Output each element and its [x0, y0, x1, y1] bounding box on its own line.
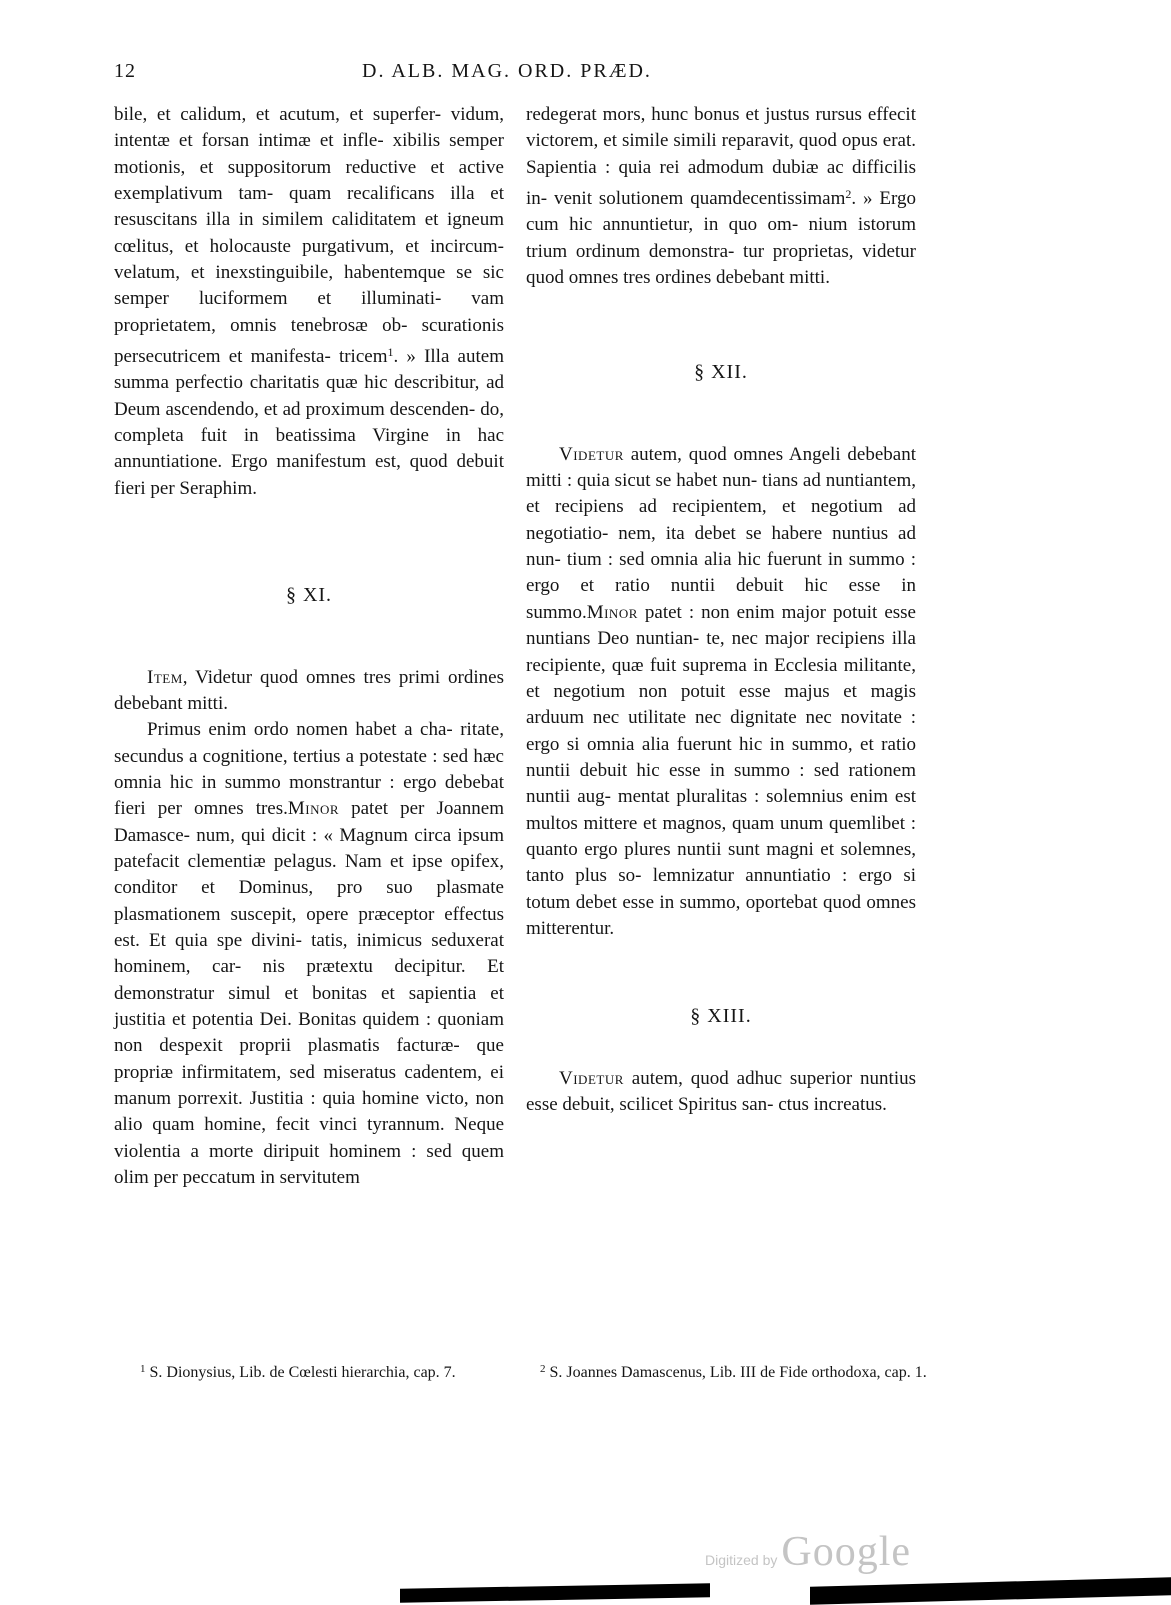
- right-column: [526, 102, 916, 1118]
- left-para1-end: . » Illa autem summa perfectio charitatis quæ hic describitur, ad Deum ascendendo, et ad proximum descenden- do, completa fuit in beatissima Virgine in hac annuntiatione. Ergo manifestum est, quod debuit fieri per Seraphim.: [114, 346, 504, 499]
- section-heading-xii: § XII.: [694, 361, 748, 384]
- footnote-right-text: S. Joannes Damascenus, Lib. III de Fide orthodoxa, cap. 1.: [549, 1364, 927, 1381]
- footnote-ref-2: 2: [845, 187, 852, 202]
- watermark-prefix: Digitized by: [705, 1552, 778, 1568]
- footnote-left: [140, 1358, 535, 1384]
- item-text: , Videtur quod omnes tres primi ordines debebant mitti.: [114, 666, 504, 714]
- minor-lead-right: Minor: [586, 601, 638, 623]
- footnote-left-mark: 1: [140, 1363, 146, 1375]
- right-para2-text: autem, quod omnes Angeli debebant mitti : quia sicut se habet nun- tians ad nuntiantem, et recipiens ad recipientem, et negotium ad negotiatio- nem, ita debet se habere nuntius ad nun- tium : sed omnia alia hic fuerunt in summo : ergo et ratio nuntii debuit hic esse in summo.: [526, 443, 916, 623]
- right-para2-rest: patet : non enim major potuit esse nuntians Deo nuntian- te, nec major recipiens illa recipiente, quæ fuit suprema in Ecclesia militante, et negotium non potuit esse majus et magis arduum nec utilitate nec dignitate nec novitate : ergo si omnia alia fuerunt hic in summo, et ratio nuntii debuit hic esse in summo : sed rationem nuntii aug- mentat pluralitas : solemnius enim est multos mittere et magnos, quam unum quemlibet : quanto ergo plures nuntii sunt magni et solemnes, tanto plus so- lemnizatur annuntiatio : ergo si totum debet esse in summo, oportebat quod omnes mitterentur.: [526, 601, 916, 939]
- page-number: 12: [114, 60, 136, 82]
- right-para1-text: redegerat mors, hunc bonus et justus rursus effecit victorem, et simile simili reparavit, quod opus erat. Sapientia : quia rei admodum dubiæ ac difficilis in- venit solutionem quamdecentissimam: [526, 104, 916, 210]
- videtur-lead-2: Videtur: [559, 1067, 624, 1089]
- left-column: [114, 102, 504, 1191]
- right-paragraph-1: [526, 102, 916, 291]
- videtur-lead-1: Videtur: [559, 443, 624, 465]
- scan-edge-shadow-right: [810, 1577, 1171, 1604]
- minor-lead-left: Minor: [287, 798, 340, 820]
- footnote-right-mark: 2: [540, 1363, 546, 1375]
- left-para3-rest: patet per Joannem Damasce- num, qui dicit : « Magnum circa ipsum patefacit clementiæ pelagus. Nam et ipse opifex, conditor et Dominus, pro suo plasmate plasmationem suscepit, opere præceptor effectus est. Et quia spe divini- tatis, inimicus seduxerat hominem, car- nis prætextu decipitur. Et demonstratur simul et bonitas et sapientia et justitia et potentia Dei. Bonitas quidem : quoniam non despexit proprii plasmatis facturæ- que propriæ infirmitatem, sed miseratus cadentem, ei manum porrexit. Justitia : quia homine victo, non alio quam homine, fecit vinci tyrannum. Neque violentia a morte diripuit hominem : sed quem olim per peccatum in servitutem: [114, 798, 504, 1189]
- left-paragraph-item: [114, 665, 504, 718]
- running-title: D. ALB. MAG. ORD. PRÆD.: [362, 60, 652, 82]
- section-heading-xi: § XI.: [285, 584, 333, 607]
- left-para3-text: Primus enim ordo nomen habet a cha- ritate, secundus a cognitione, tertius a potestate : sed hæc omnia hic in summo monstrantur : ergo debebat fieri per omnes tres.: [114, 719, 504, 820]
- left-paragraph-1: [114, 102, 504, 502]
- footnote-left-text: S. Dionysius, Lib. de Cœlesti hierarchia, cap. 7.: [149, 1364, 456, 1381]
- left-paragraph-primus: [114, 717, 504, 1191]
- google-logo: Google: [781, 1529, 912, 1575]
- right-paragraph-videtur-1: [526, 442, 916, 943]
- right-paragraph-videtur-2: [526, 1066, 916, 1119]
- footnote-right: [540, 1358, 935, 1384]
- footnote-ref-1: 1: [387, 345, 394, 360]
- item-lead: Item: [147, 666, 183, 688]
- right-para1-end: . » Ergo cum hic annuntietur, in quo om- nium istorum trium ordinum demonstra- tur proprietas, videtur quod omnes tres ordines debebant mitti.: [526, 188, 916, 289]
- right-para3-text: autem, quod adhuc superior nuntius esse debuit, scilicet Spiritus san- ctus increatus.: [526, 1067, 916, 1115]
- section-heading-xiii: § XIII.: [690, 1005, 752, 1028]
- digitized-watermark: [705, 1528, 911, 1576]
- left-para1-text: bile, et calidum, et acutum, et superfer- vidum, intentæ et forsan intimæ et infle- xibilis semper motionis, et suppositorum reductive et active exemplativum tam- quam recalificans illa et resuscitans illa in similem caliditatem et igneum cœlitus, et holocauste purgativum, et incircum- velatum, et inexstinguibile, habentemque se sic semper luciformem et illuminati- vam proprietatem, omnis tenebrosæ ob- scurationis persecutricem et manifesta- tricem: [114, 104, 504, 368]
